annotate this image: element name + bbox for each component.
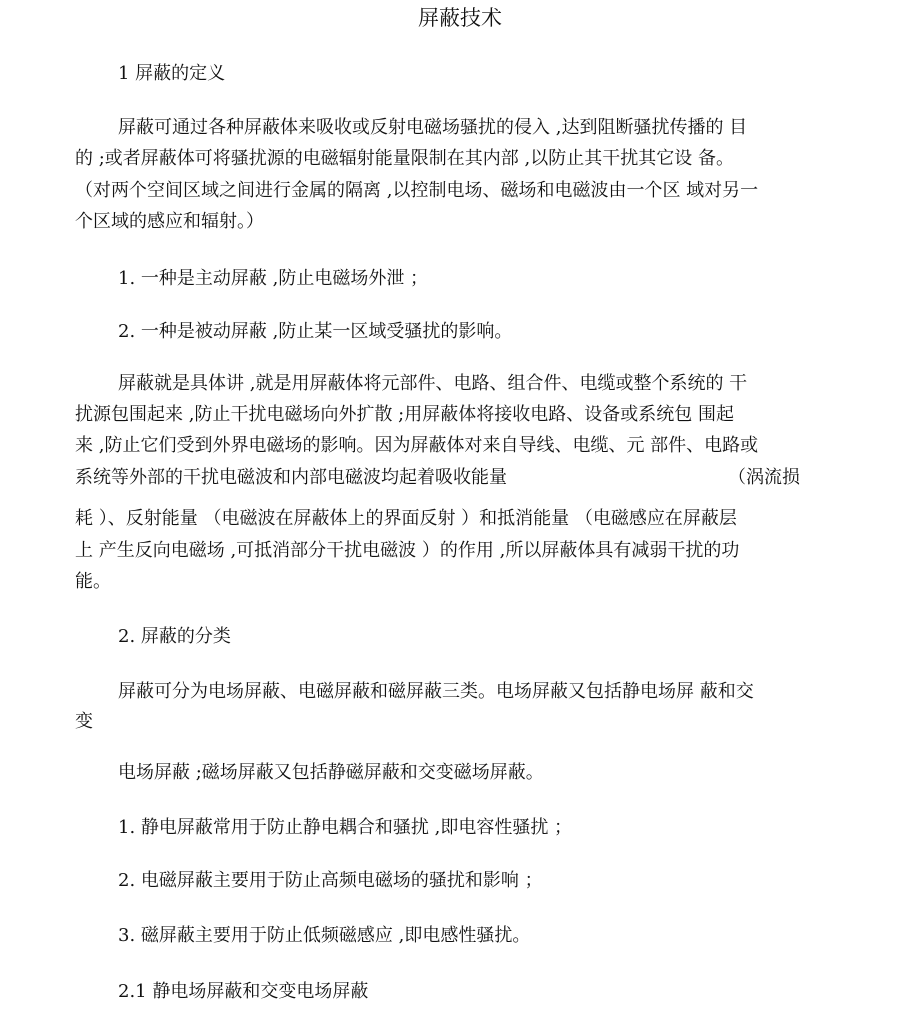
page-title: 屏蔽技术: [418, 6, 502, 30]
text-line: 屏蔽就是具体讲 ,就是用屏蔽体将元部件、电路、组合件、电缆或整个系统的 干: [118, 373, 748, 394]
text-line: 来 ,防止它们受到外界电磁场的影响。因为屏蔽体对来自导线、电缆、元 部件、电路或: [75, 435, 759, 456]
text-line: 屏蔽可通过各种屏蔽体来吸收或反射电磁场骚扰的侵入 ,达到阻断骚扰传播的 目: [118, 117, 748, 138]
list-item: 3. 磁屏蔽主要用于防止低频磁感应 ,即电感性骚扰。: [118, 925, 531, 946]
text-line: （涡流损: [728, 467, 800, 488]
text-line: （对两个空间区域之间进行金属的隔离 ,以控制电场、磁场和电磁波由一个区 域对另一: [75, 180, 759, 201]
text-line: 耗 ）、反射能量 （电磁波在屏蔽体上的界面反射 ）和抵消能量 （电磁感应在屏蔽层: [75, 508, 737, 529]
text-line: 扰源包围起来 ,防止干扰电磁场向外扩散 ;用屏蔽体将接收电路、设备或系统包 围起: [75, 404, 734, 425]
list-item: 2. 一种是被动屏蔽 ,防止某一区域受骚扰的影响。: [118, 321, 513, 342]
text-line: 屏蔽可分为电场屏蔽、电磁屏蔽和磁屏蔽三类。电场屏蔽又包括静电场屏 蔽和交: [118, 681, 754, 702]
text-line: 个区域的感应和辐射。）: [75, 211, 264, 232]
text-line: 电场屏蔽 ;磁场屏蔽又包括静磁屏蔽和交变磁场屏蔽。: [118, 762, 544, 783]
section-heading-classification: 2. 屏蔽的分类: [118, 626, 231, 647]
list-item: 1. 一种是主动屏蔽 ,防止电磁场外泄 ；: [118, 268, 429, 289]
text-line: 系统等外部的干扰电磁波和内部电磁波均起着吸收能量: [75, 467, 507, 488]
text-line: 能。: [75, 571, 111, 592]
list-item: 2. 电磁屏蔽主要用于防止高频电磁场的骚扰和影响 ；: [118, 870, 543, 891]
text-line: 上 产生反向电磁场 ,可抵消部分干扰电磁波 ）的作用 ,所以屏蔽体具有减弱干扰的功: [75, 540, 740, 561]
list-item: 1. 静电屏蔽常用于防止静电耦合和骚扰 ,即电容性骚扰 ；: [118, 817, 573, 838]
section-heading-definition: 1 屏蔽的定义: [118, 63, 226, 84]
text-line: 的 ;或者屏蔽体可将骚扰源的电磁辐射能量限制在其内部 ,以防止其干扰其它设 备。: [75, 148, 734, 169]
subsection-heading: 2.1 静电场屏蔽和交变电场屏蔽: [118, 981, 369, 1002]
text-line: 变: [75, 711, 93, 732]
